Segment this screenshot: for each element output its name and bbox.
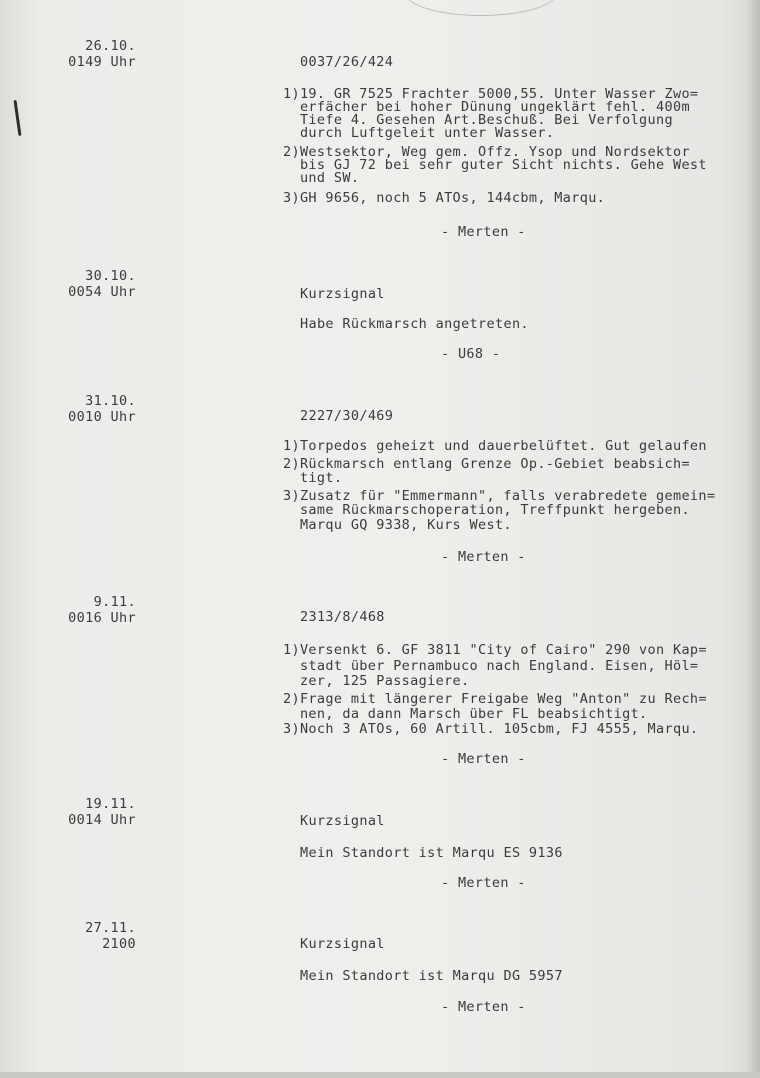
- entry-line: 2)Westsektor, Weg gem. Offz. Ysop und Nordsektor: [283, 144, 690, 160]
- entry-line: Marqu GQ 9338, Kurs West.: [283, 517, 512, 533]
- entry-time: 0149 Uhr: [68, 54, 136, 70]
- page-bottom-edge: [0, 1072, 760, 1078]
- ink-mark: [14, 100, 22, 136]
- entry-line: Mein Standort ist Marqu ES 9136: [300, 845, 563, 861]
- entry-line: tigt.: [283, 470, 343, 486]
- entry-header: Kurzsignal: [300, 813, 385, 829]
- entry-header: 0037/26/424: [300, 54, 394, 70]
- entry-time: 0010 Uhr: [68, 409, 136, 425]
- entry-line: 1)Torpedos geheizt und dauerbelüftet. Gut gelaufen: [283, 438, 707, 454]
- entry-signature: - U68 -: [441, 346, 501, 362]
- entry-signature: - Merten -: [441, 549, 526, 565]
- entry-date: 9.11.: [93, 594, 136, 610]
- entry-line: zer, 125 Passagiere.: [283, 673, 470, 689]
- entry-line: Mein Standort ist Marqu DG 5957: [300, 968, 563, 984]
- entry-line: 3)GH 9656, noch 5 ATOs, 144cbm, Marqu.: [283, 190, 606, 206]
- entry-line: 3)Noch 3 ATOs, 60 Artill. 105cbm, FJ 4555, Marqu.: [283, 721, 699, 737]
- entry-time: 0016 Uhr: [68, 610, 136, 626]
- entry-line: Habe Rückmarsch angetreten.: [300, 316, 529, 332]
- entry-line: 2)Frage mit längerer Freigabe Weg "Anton" zu Rech=: [283, 691, 707, 707]
- entry-line: same Rückmarschoperation, Treffpunkt hergeben.: [283, 502, 690, 518]
- entry-line: 1)Versenkt 6. GF 3811 "City of Cairo" 290 von Kap=: [283, 642, 707, 658]
- entry-signature: - Merten -: [441, 751, 526, 767]
- entry-header: Kurzsignal: [300, 936, 385, 952]
- entry-line: durch Luftgeleit unter Wasser.: [283, 125, 555, 141]
- entry-line: 3)Zusatz für "Emmermann", falls verabredete gemein=: [283, 488, 716, 504]
- entry-time: 0054 Uhr: [68, 284, 136, 300]
- entry-line: 1)19. GR 7525 Frachter 5000,55. Unter Wasser Zwo=: [283, 86, 699, 102]
- entry-line: 2)Rückmarsch entlang Grenze Op.-Gebiet beabsich=: [283, 456, 690, 472]
- paper-fold-mark: [405, 0, 557, 16]
- entry-header: 2313/8/468: [300, 609, 385, 625]
- entry-line: stadt über Pernambuco nach England. Eisen, Höl=: [283, 658, 699, 674]
- entry-date: 27.11.: [85, 920, 136, 936]
- entry-signature: - Merten -: [441, 875, 526, 891]
- entry-line: erfächer bei hoher Dünung ungeklärt fehl. 400m: [283, 99, 690, 115]
- entry-line: und SW.: [283, 170, 360, 186]
- entry-time: 2100: [102, 936, 136, 952]
- page-edge-shadow: [746, 0, 760, 1078]
- entry-header: Kurzsignal: [300, 286, 385, 302]
- entry-date: 31.10.: [85, 393, 136, 409]
- entry-signature: - Merten -: [441, 999, 526, 1015]
- entry-line: nen, da dann Marsch über FL beabsichtigt.: [283, 706, 648, 722]
- entry-line: Tiefe 4. Gesehen Art.Beschuß. Bei Verfolgung: [283, 112, 673, 128]
- entry-time: 0014 Uhr: [68, 812, 136, 828]
- entry-date: 19.11.: [85, 796, 136, 812]
- entry-date: 30.10.: [85, 268, 136, 284]
- entry-line: bis GJ 72 bei sehr guter Sicht nichts. Gehe West: [283, 157, 707, 173]
- entry-signature: - Merten -: [441, 224, 526, 240]
- entry-header: 2227/30/469: [300, 408, 394, 424]
- entry-date: 26.10.: [85, 38, 136, 54]
